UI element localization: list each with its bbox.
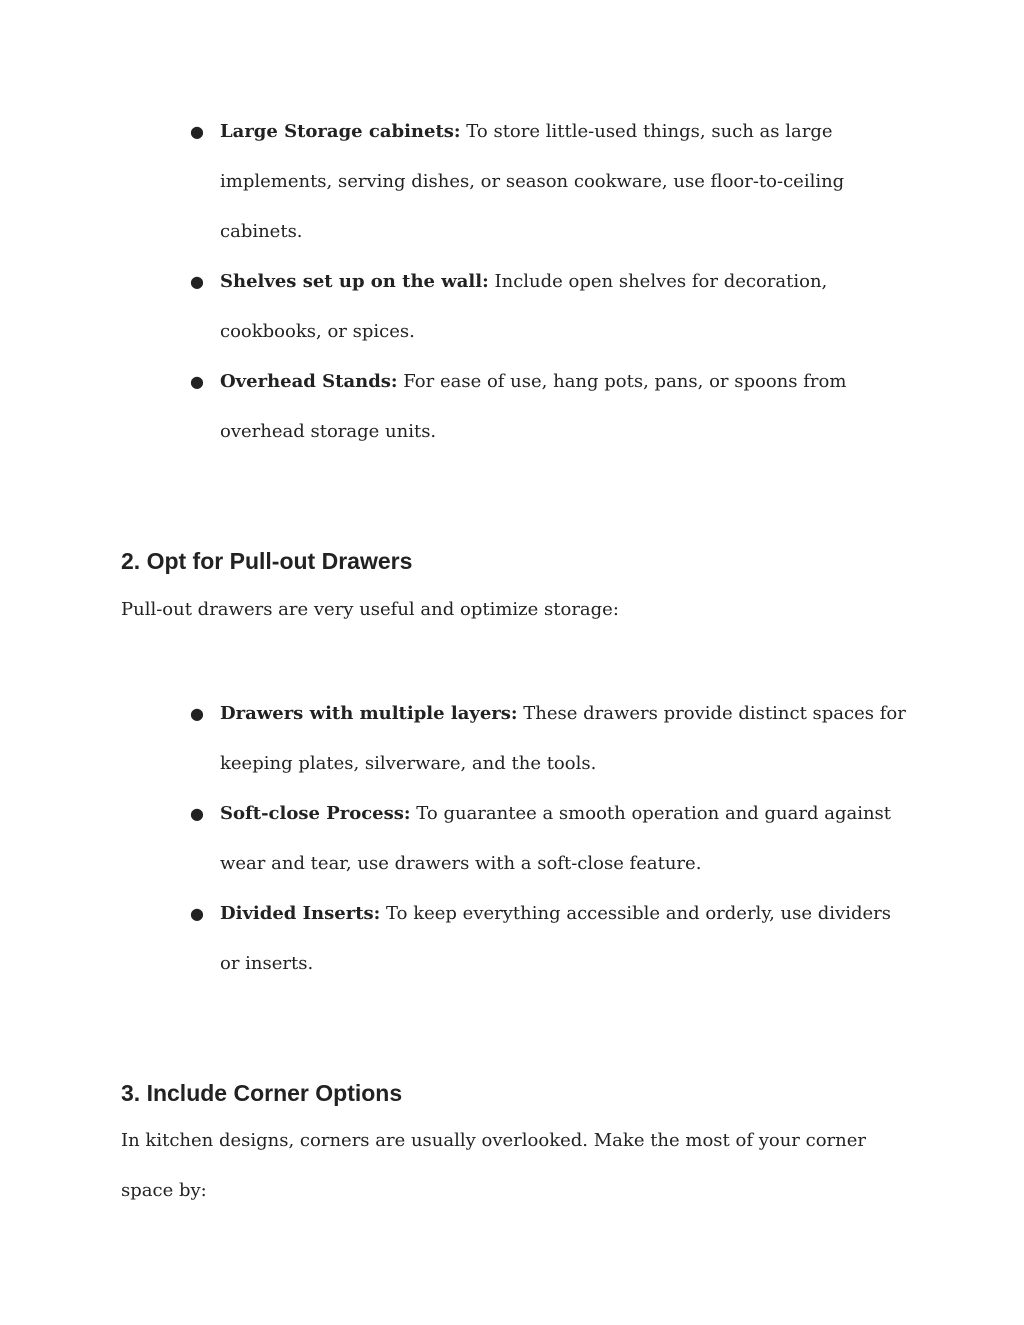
list-item [190, 889, 910, 989]
list-item-term: Shelves set up on the wall: [220, 271, 489, 292]
list-item-text: To guarantee a smooth operation and guard against wear and tear, use drawers with a soft-close feature. [220, 803, 892, 874]
list-item-term: Large Storage cabinets: [220, 121, 461, 142]
storage-options-list [190, 107, 910, 457]
list-item [190, 257, 910, 357]
list-item-text: To keep everything accessible and orderly, use dividers or inserts. [220, 903, 891, 974]
drawer-options-list [190, 689, 910, 989]
section-heading: 2. Opt for Pull-out Drawers [121, 548, 413, 574]
list-item-text: To store little-used things, such as large implements, serving dishes, or season cookware, use floor-to-ceiling cabinets. [220, 121, 845, 242]
bullet-icon: ● [190, 904, 204, 923]
bullet-icon: ● [190, 122, 204, 141]
list-item-term: Overhead Stands: [220, 371, 398, 392]
list-item-text: For ease of use, hang pots, pans, or spoons from overhead storage units. [220, 371, 847, 442]
list-item-term: Soft-close Process: [220, 803, 411, 824]
bullet-icon: ● [190, 372, 204, 391]
list-item-text: Include open shelves for decoration, cookbooks, or spices. [220, 271, 828, 342]
section-intro: In kitchen designs, corners are usually overlooked. Make the most of your corner space by: [121, 1130, 867, 1201]
list-item [190, 107, 910, 257]
bullet-icon: ● [190, 272, 204, 291]
bullet-icon: ● [190, 804, 204, 823]
section-intro: Pull-out drawers are very useful and optimize storage: [121, 599, 619, 620]
list-item-term: Drawers with multiple layers: [220, 703, 518, 724]
bullet-icon: ● [190, 704, 204, 723]
list-item [190, 357, 910, 457]
list-item [190, 789, 910, 889]
list-item [190, 689, 910, 789]
list-item-term: Divided Inserts: [220, 903, 381, 924]
section-heading: 3. Include Corner Options [121, 1080, 403, 1106]
list-item-text: These drawers provide distinct spaces for keeping plates, silverware, and the tools. [220, 703, 906, 774]
